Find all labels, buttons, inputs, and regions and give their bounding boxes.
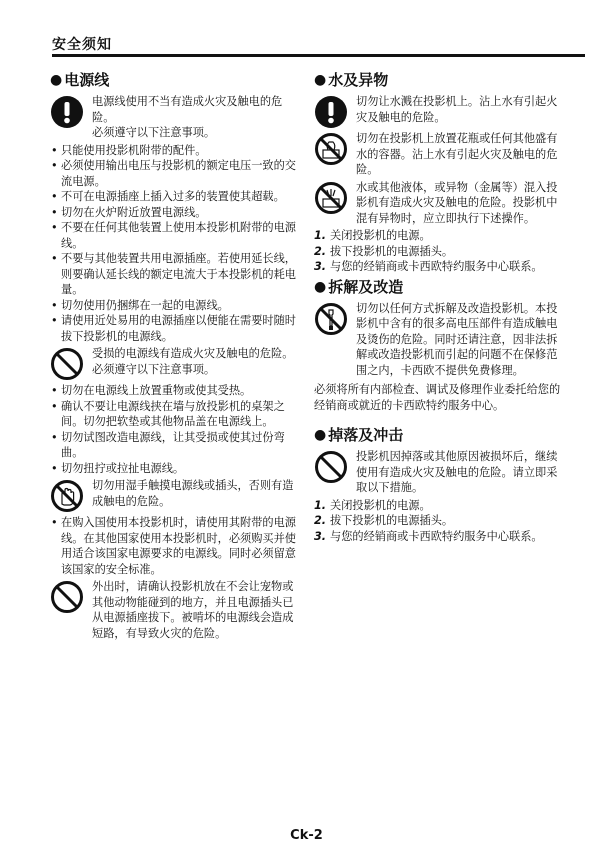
list-item: • 必须使用输出电压与投影机的额定电压一致的交流电源。 — [50, 158, 300, 189]
water-title: 水及异物 — [328, 71, 389, 89]
disassembly-note: 必须将所有内部检查、调试及修理作业委托给您的经销商或就近的卡西欧特约服务中心。 — [314, 383, 561, 412]
no-disassembly-icon — [314, 302, 348, 336]
disassembly-title: 拆解及改造 — [328, 277, 404, 296]
list-item — [314, 498, 562, 514]
step-text: 拔下投影机的电源插头。 — [330, 244, 454, 258]
prohibition-icon — [314, 450, 348, 484]
no-wet-hands-icon — [50, 479, 84, 513]
step-text: 关闭投影机的电源。 — [330, 498, 431, 512]
warning-icon — [314, 95, 348, 129]
warning-icon — [50, 95, 84, 129]
step-number: 3. — [314, 260, 327, 273]
liquid-text: 水或其他液体，或异物（金属等）混入投影机有造成火灾及触电的危险。投影机中混有异物时，应立即执行下述操作。 — [356, 180, 558, 225]
no-liquid-icon — [314, 181, 348, 215]
list-item: • 只能使用投影机附带的配件。 — [50, 143, 300, 159]
outing-text: 外出时，请确认投影机放在不会让宠物或其他动物能碰到的地方，并且电源插头已从电源插座拔下。被啃坏的电源线会造成短路，有导致火灾的危险。 — [92, 580, 294, 640]
right-column — [314, 70, 562, 546]
prohibition-icon — [50, 347, 84, 381]
list-item — [314, 529, 562, 545]
list-item: • 请使用近处易用的电源插座以便能在需要时随时拔下投影机的电源线。 — [50, 313, 300, 344]
section-bullet-icon: ● — [314, 427, 327, 443]
power-cord-warning — [50, 94, 300, 141]
step-text: 与您的经销商或卡西欧特约服务中心联系。 — [330, 529, 543, 543]
section-title-disassembly — [314, 277, 562, 297]
outing-prohibition — [50, 579, 300, 641]
drop-steps — [314, 498, 562, 545]
drop-text: 投影机因掉落或其他原因被损坏后，继续使用有造成火灾及触电的危险。请立即采取以下措施。 — [356, 450, 558, 494]
list-item: • 确认不要让电源线挟在墙与放投影机的桌架之间。切勿把软垫或其他物品盖在电源线上。 — [50, 399, 300, 430]
list-item: • 不要在任何其他装置上使用本投影机附带的电源线。 — [50, 220, 300, 251]
power-cord-list-2 — [50, 383, 300, 476]
list-item: • 不可在电源插座上插入过多的装置使其超载。 — [50, 189, 300, 205]
step-text: 与您的经销商或卡西欧特约服务中心联系。 — [330, 260, 543, 273]
power-cord-title: 电源线 — [64, 71, 110, 89]
step-number: 1. — [314, 498, 327, 512]
warning-text-1: 电源线使用不当有造成火灾及触电的危险。 — [92, 95, 283, 124]
step-text: 拔下投影机的电源插头。 — [330, 514, 454, 527]
step-number: 2. — [314, 244, 327, 258]
wet-hands-text: 切勿用湿手触摸电源线或插头，否则有造成触电的危险。 — [92, 479, 294, 508]
page-number: Ck-2 — [290, 828, 323, 843]
wet-hands-warning — [50, 478, 300, 513]
list-item: • 切勿试图改造电源线，让其受损或使其过份弯曲。 — [50, 430, 300, 461]
water-warning-text: 切勿让水溅在投影机上。沾上水有引起火灾及触电的危险。 — [356, 95, 558, 124]
power-cord-list-1 — [50, 143, 300, 345]
list-item: • 切勿使用仍捆绑在一起的电源线。 — [50, 298, 300, 314]
list-item — [314, 228, 562, 244]
list-item: • 切勿扭拧或拉扯电源线。 — [50, 461, 300, 477]
power-cord-list-3 — [50, 515, 300, 577]
warning-text-2: 必须遵守以下注意事项。 — [92, 126, 216, 139]
section-bullet-icon: ● — [314, 72, 327, 88]
list-item: • 不要与其他装置共用电源插座。若使用延长线，则要确认延长线的额定电流大于本投影机的耗电量。 — [50, 251, 300, 298]
list-item — [314, 259, 562, 275]
list-item: • 切勿在电源线上放置重物或使其受热。 — [50, 383, 300, 399]
list-item: • 在购入国使用本投影机时，请使用其附带的电源线。在其他国家使用本投影机时，必须购买并使用适合该国家电源要求的电源线。同时必须留意该国家的安全标准。 — [50, 515, 300, 577]
drop-prohibition — [314, 449, 562, 496]
damaged-cord-prohibition — [50, 346, 300, 381]
water-steps — [314, 228, 562, 275]
no-vase-icon — [314, 132, 348, 166]
disassembly-text: 切勿以任何方式拆解及改造投影机。本投影机中含有的很多高电压部件有造成触电及烫伤的危险。同时还请注意，因非法拆解或改造投影机而引起的问题不在保修范围之内，卡西欧不提供免费修理。 — [356, 301, 558, 377]
disassembly-prohibition — [314, 301, 562, 379]
page-header-title: 安全须知 — [52, 37, 112, 53]
water-warning — [314, 94, 562, 129]
prohibit-text-1: 受损的电源线有造成火灾及触电的危险。 — [92, 347, 294, 360]
prohibition-icon — [50, 580, 84, 614]
step-text: 关闭投影机的电源。 — [330, 229, 431, 242]
section-title-drop — [314, 425, 562, 445]
liquid-prohibition — [314, 180, 562, 227]
list-item: • 切勿在火炉附近放置电源线。 — [50, 205, 300, 221]
step-number: 3. — [314, 529, 327, 543]
list-item — [314, 244, 562, 260]
section-bullet-icon: ● — [50, 72, 63, 88]
section-title-water — [314, 70, 562, 90]
section-bullet-icon: ● — [314, 278, 327, 295]
section-title-power-cord — [50, 70, 300, 90]
step-number: 2. — [314, 514, 327, 527]
prohibit-text-2: 必须遵守以下注意事项。 — [92, 362, 216, 376]
step-number: 1. — [314, 229, 327, 242]
vase-text: 切勿在投影机上放置花瓶或任何其他盛有水的容器。沾上水有引起火灾及触电的危险。 — [356, 132, 558, 176]
drop-title: 掉落及冲击 — [328, 426, 404, 444]
left-column — [50, 70, 300, 643]
header-rule — [52, 54, 585, 57]
list-item — [314, 513, 562, 529]
vase-prohibition — [314, 131, 562, 178]
